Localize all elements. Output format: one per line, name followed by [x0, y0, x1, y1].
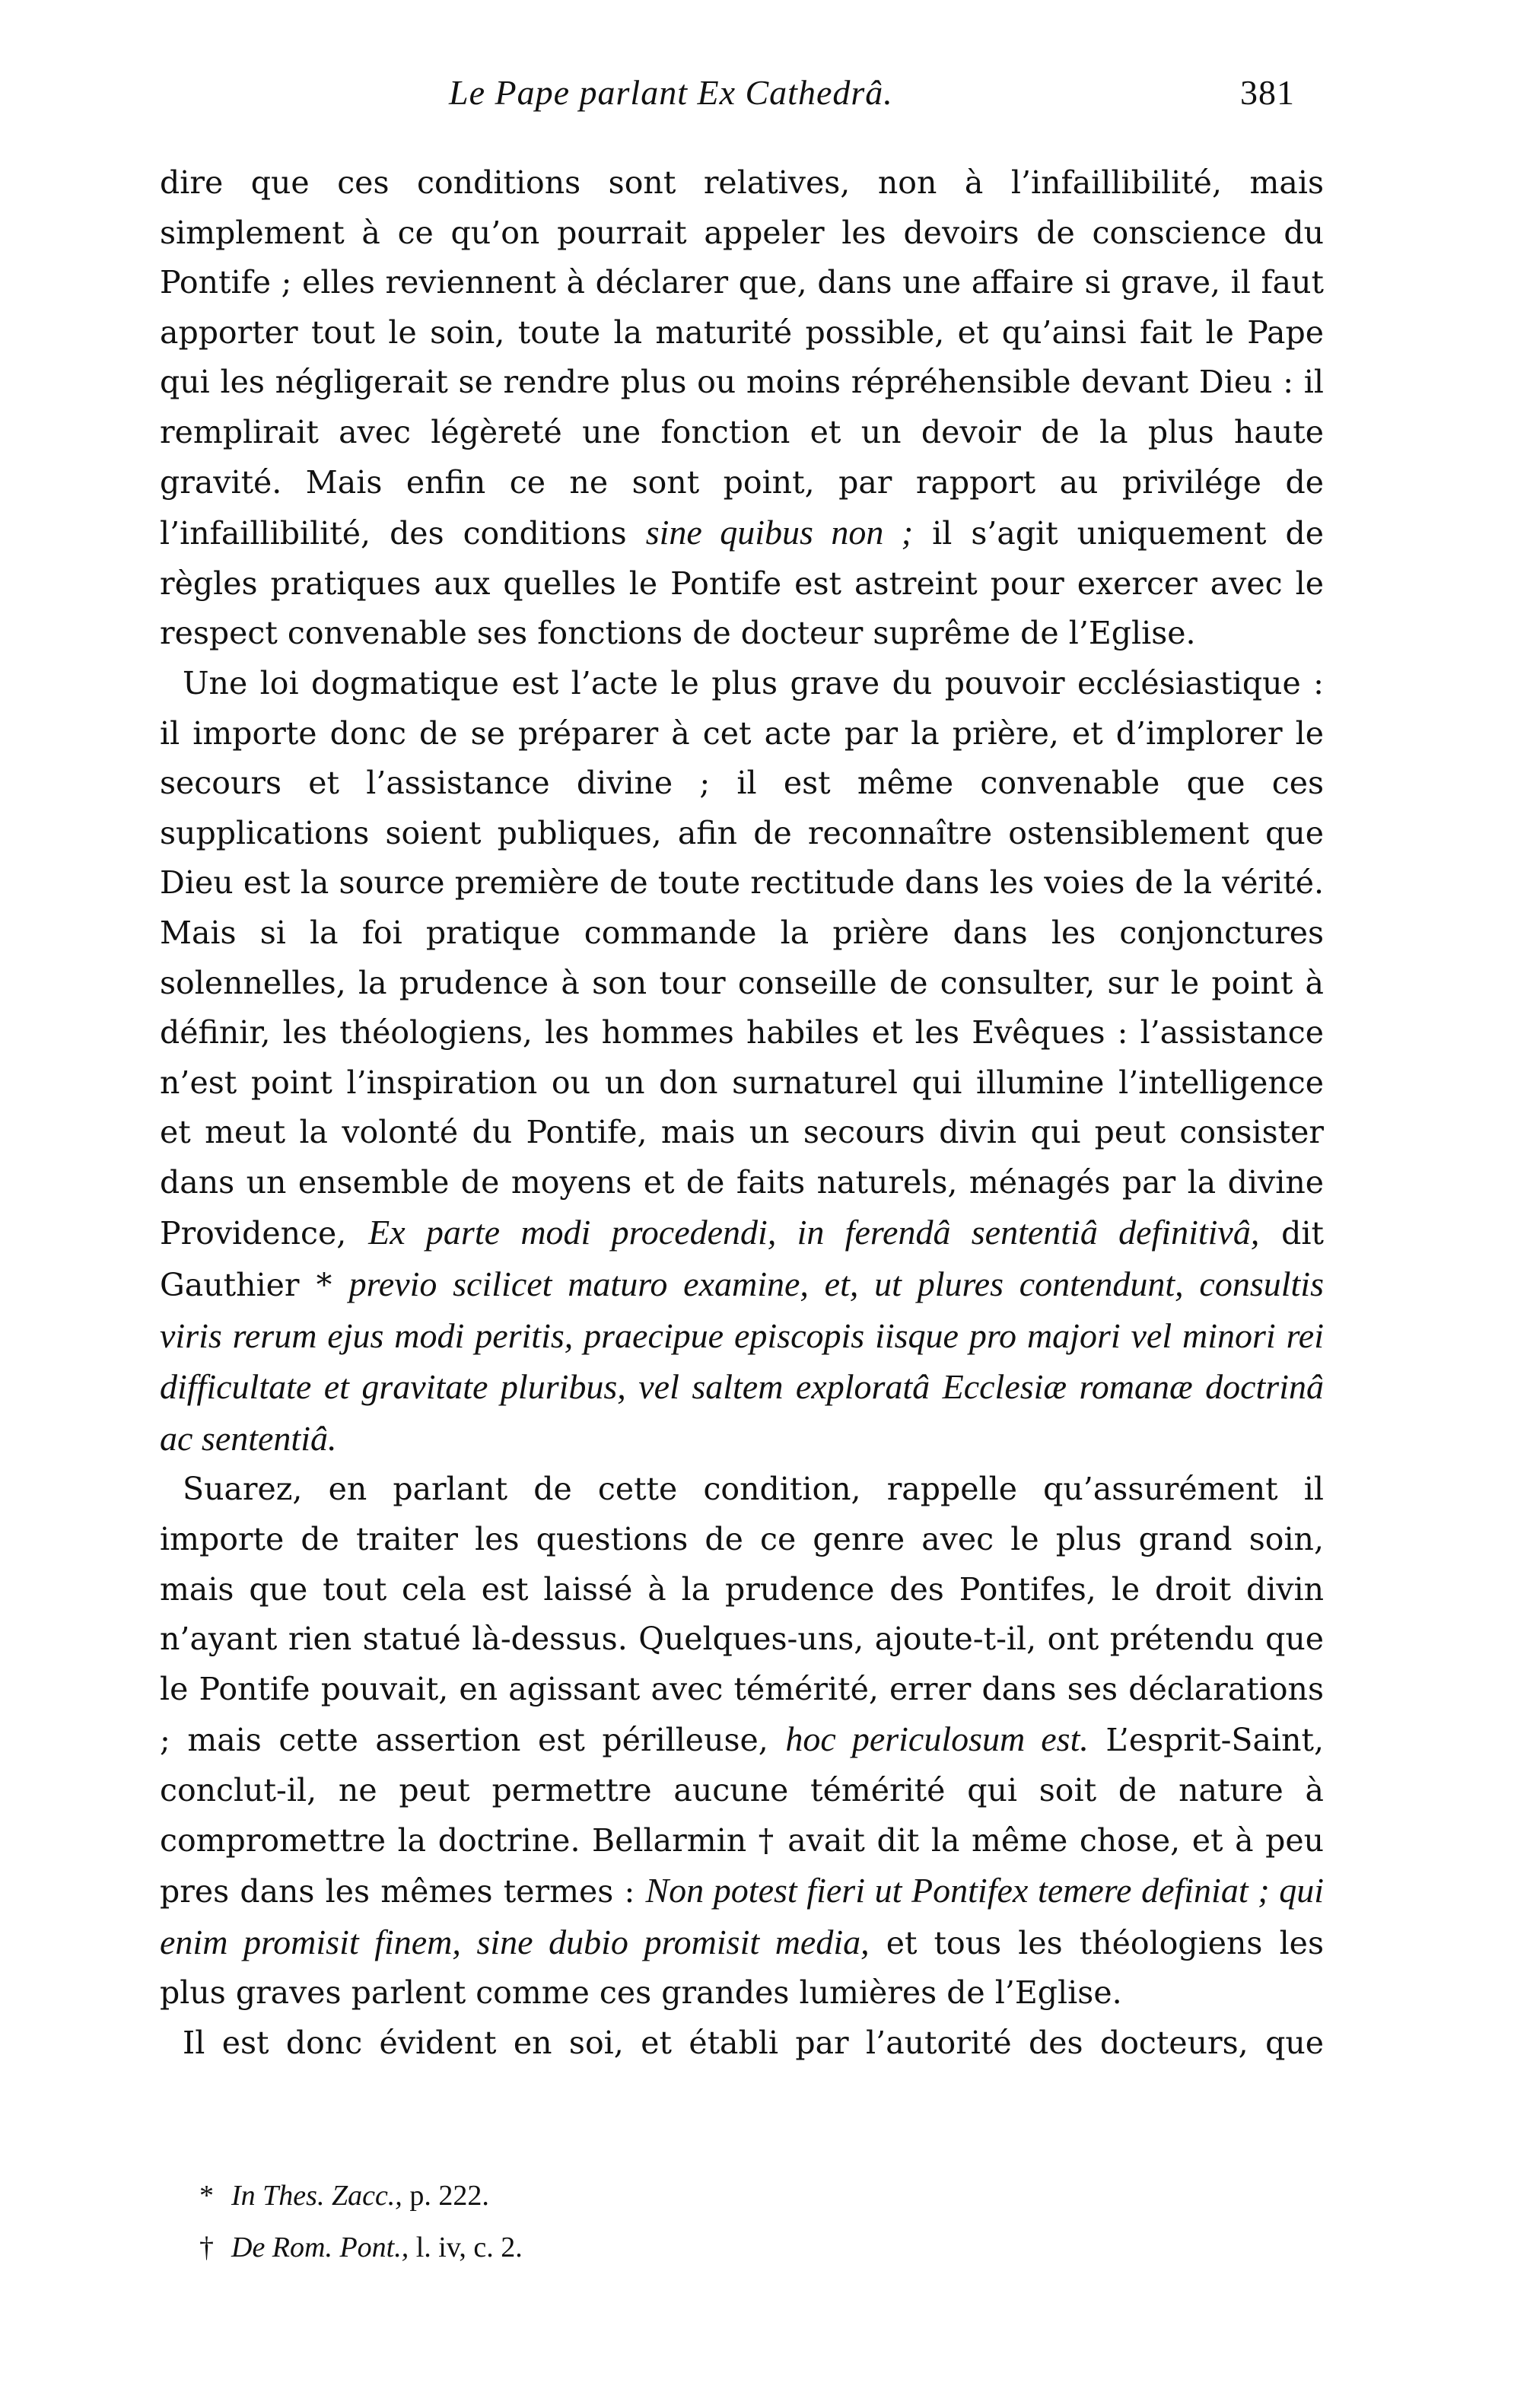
paragraph-3-text-c: et tous les théologiens les plus graves parlent comme ces grandes lumières de l’Eglise. — [160, 1924, 1324, 2012]
paragraph-3-latin-1: hoc periculosum est. — [785, 1719, 1089, 1759]
page-header — [0, 72, 1530, 126]
footnote-1 — [199, 2170, 1264, 2222]
paragraph-2-text-b: dit Gauthier * — [160, 1215, 1324, 1304]
paragraph-2-text-a: Une loi dogmatique est l’acte le plus grave du pouvoir ecclésiastique : il importe donc de se préparer à cet acte par la prière, et d’implorer le secours et l’assistance divine ; il est même convenable que ces supplications soient publiques, afin de reconnaître ostensiblement que Dieu est la source première de toute rectitude dans les voies de la vérité. Mais si la foi pratique commande la prière dans les conjonctures solennelles, la prudence à son tour conseille de consulter, sur le point à définir, les théologiens, les hommes habiles et les Evêques : l’assistance n’est point l’inspiration ou un don surnaturel qui illumine l’intelligence et meut la volonté du Pontife, mais un secours divin qui peut consister dans un ensemble de moyens et de faits naturels, ménagés par la divine Providence, — [160, 664, 1324, 1252]
paragraph-4-text: Il est donc évident en soi, et établi par l’autorité des docteurs, que — [183, 2024, 1324, 2061]
body-text — [160, 158, 1324, 2069]
paragraph-3-latin-2: Non potest fieri ut Pontifex temere definiat ; qui enim promisit finem, sine dubio promisit media, — [160, 1871, 1324, 1961]
paragraph-2 — [160, 659, 1324, 1465]
footnote-1-mark: * — [199, 2180, 214, 2212]
paragraph-1-text-a: dire que ces conditions sont relatives, non à l’infaillibilité, mais simplement à ce qu’on pourrait appeler les devoirs de conscience du Pontife ; elles reviennent à déclarer que, dans une affaire si grave, il faut apporter tout le soin, toute la maturité possible, et qu’ainsi fait le Pape qui les négligerait se rendre plus ou moins répréhensible devant Dieu : il remplirait avec légèreté une fonction et un devoir de la plus haute gravité. Mais enfin ce ne sont point, par rapport au privilége de l’infaillibilité, des conditions — [160, 164, 1324, 552]
footnote-1-source: In Thes. Zacc., — [231, 2180, 402, 2212]
paragraph-3 — [160, 1465, 1324, 2018]
paragraph-1-latin: sine quibus non ; — [645, 513, 914, 552]
running-title: Le Pape parlant Ex Cathedrâ. — [449, 73, 893, 112]
footnote-1-page: p. 222. — [402, 2180, 489, 2212]
footnote-2 — [199, 2222, 1264, 2273]
paragraph-3-text-b: L’esprit-Saint, conclut-il, ne peut permettre aucune témérité qui soit de nature à compromettre la doctrine. Bellarmin † avait dit la même chose, et à peu pres dans les mêmes termes : — [160, 1722, 1324, 1910]
footnote-2-mark: † — [199, 2231, 214, 2263]
footnote-2-page: l. iv, c. 2. — [409, 2231, 523, 2263]
paragraph-4 — [160, 2018, 1324, 2069]
footnotes — [199, 2170, 1264, 2273]
paragraph-3-text-a: Suarez, en parlant de cette condition, rappelle qu’assurément il importe de traiter les questions de ce genre avec le plus grand soin, mais que tout cela est laissé à la prudence des Pontifes, le droit divin n’ayant rien statué là-dessus. Quelques-uns, ajoute-t-il, ont prétendu que le Pontife pouvait, en agissant avec témérité, errer dans ses déclarations ; mais cette assertion est périlleuse, — [160, 1471, 1324, 1759]
paragraph-1-text-b: il s’agit uniquement de règles pratiques aux quelles le Pontife est astreint pour exercer avec le respect convenable ses fonctions de docteur suprême de l’Eglise. — [160, 515, 1324, 652]
paragraph-2-latin-2: previo scilicet maturo examine, et, ut plures contendunt, consultis viris rerum ejus modi peritis, praecipue episcopis iisque pro majori vel minori rei difficultate et gravitate pluribus, vel saltem exploratâ Ecclesiæ romanæ doctrinâ ac sententiâ. — [160, 1264, 1324, 1458]
paragraph-1 — [160, 158, 1324, 659]
paragraph-2-latin-1: Ex parte modi procedendi, in ferendâ sententiâ definitivâ, — [368, 1213, 1260, 1252]
page-number: 381 — [1240, 73, 1295, 112]
footnote-2-source: De Rom. Pont., — [231, 2231, 409, 2263]
